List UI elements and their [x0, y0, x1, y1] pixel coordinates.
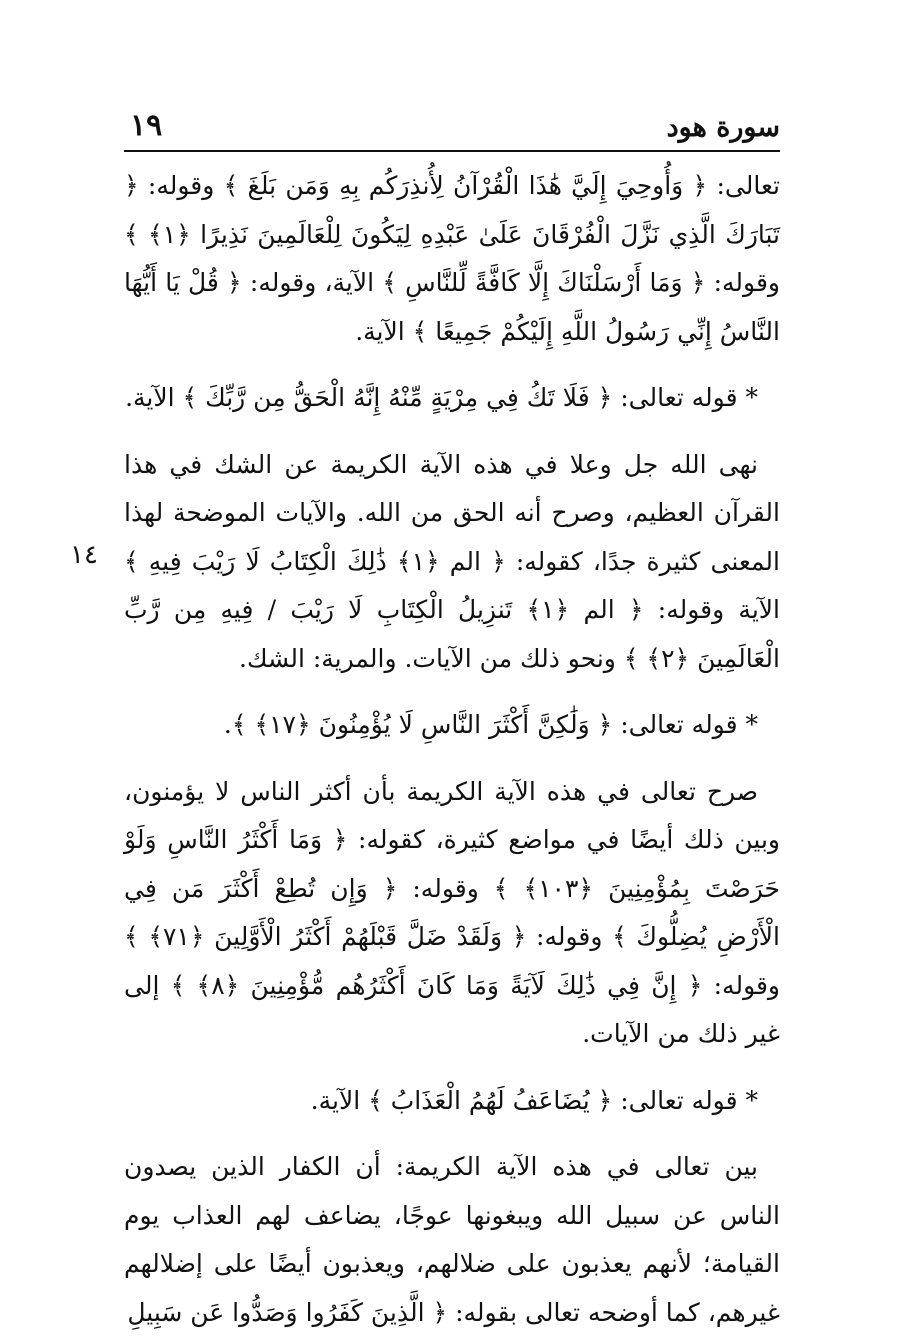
block-gap	[124, 423, 780, 441]
block-gap	[124, 683, 780, 701]
verse-heading-3: * قوله تعالى: ﴿ يُضَاعَفُ لَهُمُ الْعَذَابُ ﴾ الآية.	[310, 1085, 758, 1115]
verse-heading-1: * قوله تعالى: ﴿ فَلَا تَكُ فِي مِرْيَةٍ مِّنْهُ إِنَّهُ الْحَقُّ مِن رَّبِّكَ ﴾ الآية.	[125, 383, 758, 412]
paragraph-4: بين تعالى في هذه الآية الكريمة: أن الكفار الذين يصدون الناس عن سبيل الله ويبغونها عوجًا، يضاعف لهم العذاب يوم القيامة؛ لأنهم يعذبون على ضلالهم، ويعذبون أيضًا على إضلالهم غيرهم، كما أوضحه تعالى بقوله: ﴿ الَّذِينَ كَفَرُوا وَصَدُّوا عَن سَبِيلِ	[124, 1152, 780, 1327]
paragraph-1: تعالى: ﴿ وَأُوحِيَ إِلَيَّ هَٰذَا الْقُرْآنُ لِأُنذِرَكُم بِهِ وَمَن بَلَغَ ﴾ وقوله: ﴿ تَبَارَكَ الَّذِي نَزَّلَ الْفُرْقَانَ عَلَىٰ عَبْدِهِ لِيَكُونَ لِلْعَالَمِينَ نَذِيرًا ﴿١﴾ ﴾ وقوله: ﴿ وَمَا أَرْسَلْنَاكَ إِلَّا كَافَّةً لِّلنَّاسِ ﴾ الآية، وقوله: ﴿ قُلْ يَا أَيُّهَا النَّاسُ إِنِّي رَسُولُ اللَّهِ إِلَيْكُمْ جَمِيعًا ﴾ الآية.	[124, 171, 781, 346]
page-number: ١٩	[130, 108, 163, 143]
verse-heading-2: * قوله تعالى: ﴿ وَلَٰكِنَّ أَكْثَرَ النَّاسِ لَا يُؤْمِنُونَ ﴿١٧﴾ ﴾.	[223, 710, 758, 739]
page-body	[124, 162, 780, 1337]
header-rule	[124, 150, 780, 152]
block-gap	[124, 750, 780, 768]
paragraph-3: صرح تعالى في هذه الآية الكريمة بأن أكثر الناس لا يؤمنون، وبين ذلك أيضًا في مواضع كثيرة، كقوله: ﴿ وَمَا أَكْثَرُ النَّاسِ وَلَوْ حَرَصْتَ بِمُؤْمِنِينَ ﴿١٠٣﴾ ﴾ وقوله: ﴿ وَإِن تُطِعْ أَكْثَرَ مَن فِي الْأَرْضِ يُضِلُّوكَ ﴾ وقوله: ﴿ وَلَقَدْ ضَلَّ قَبْلَهُمْ أَكْثَرُ الْأَوَّلِينَ ﴿٧١﴾ ﴾ وقوله: ﴿ إِنَّ فِي ذَٰلِكَ لَآيَةً وَمَا كَانَ أَكْثَرُهُم مُّؤْمِنِينَ ﴿٨﴾ ﴾ إلى غير ذلك من الآيات.	[124, 776, 781, 1048]
block-gap	[124, 356, 780, 374]
surah-title: سورة هود	[666, 112, 780, 143]
paragraph-2: نهى الله جل وعلا في هذه الآية الكريمة عن الشك في هذا القرآن العظيم، وصرح أنه الحق من الله. والآيات الموضحة لهذا المعنى كثيرة جدًا، كقوله: ﴿ الم ﴿١﴾ ذَٰلِكَ الْكِتَابُ لَا رَيْبَ فِيهِ ﴾ الآية وقوله: ﴿ الم ﴿١﴾ تَنزِيلُ الْكِتَابِ لَا رَيْبَ / فِيهِ مِن رَّبِّ الْعَالَمِينَ ﴿٢﴾ ﴾ ونحو ذلك من الآيات. والمرية: الشك.	[124, 449, 780, 673]
margin-note: ١٤	[70, 540, 98, 570]
block-gap	[124, 1059, 780, 1077]
block-gap	[124, 1125, 780, 1143]
running-head	[124, 108, 780, 148]
